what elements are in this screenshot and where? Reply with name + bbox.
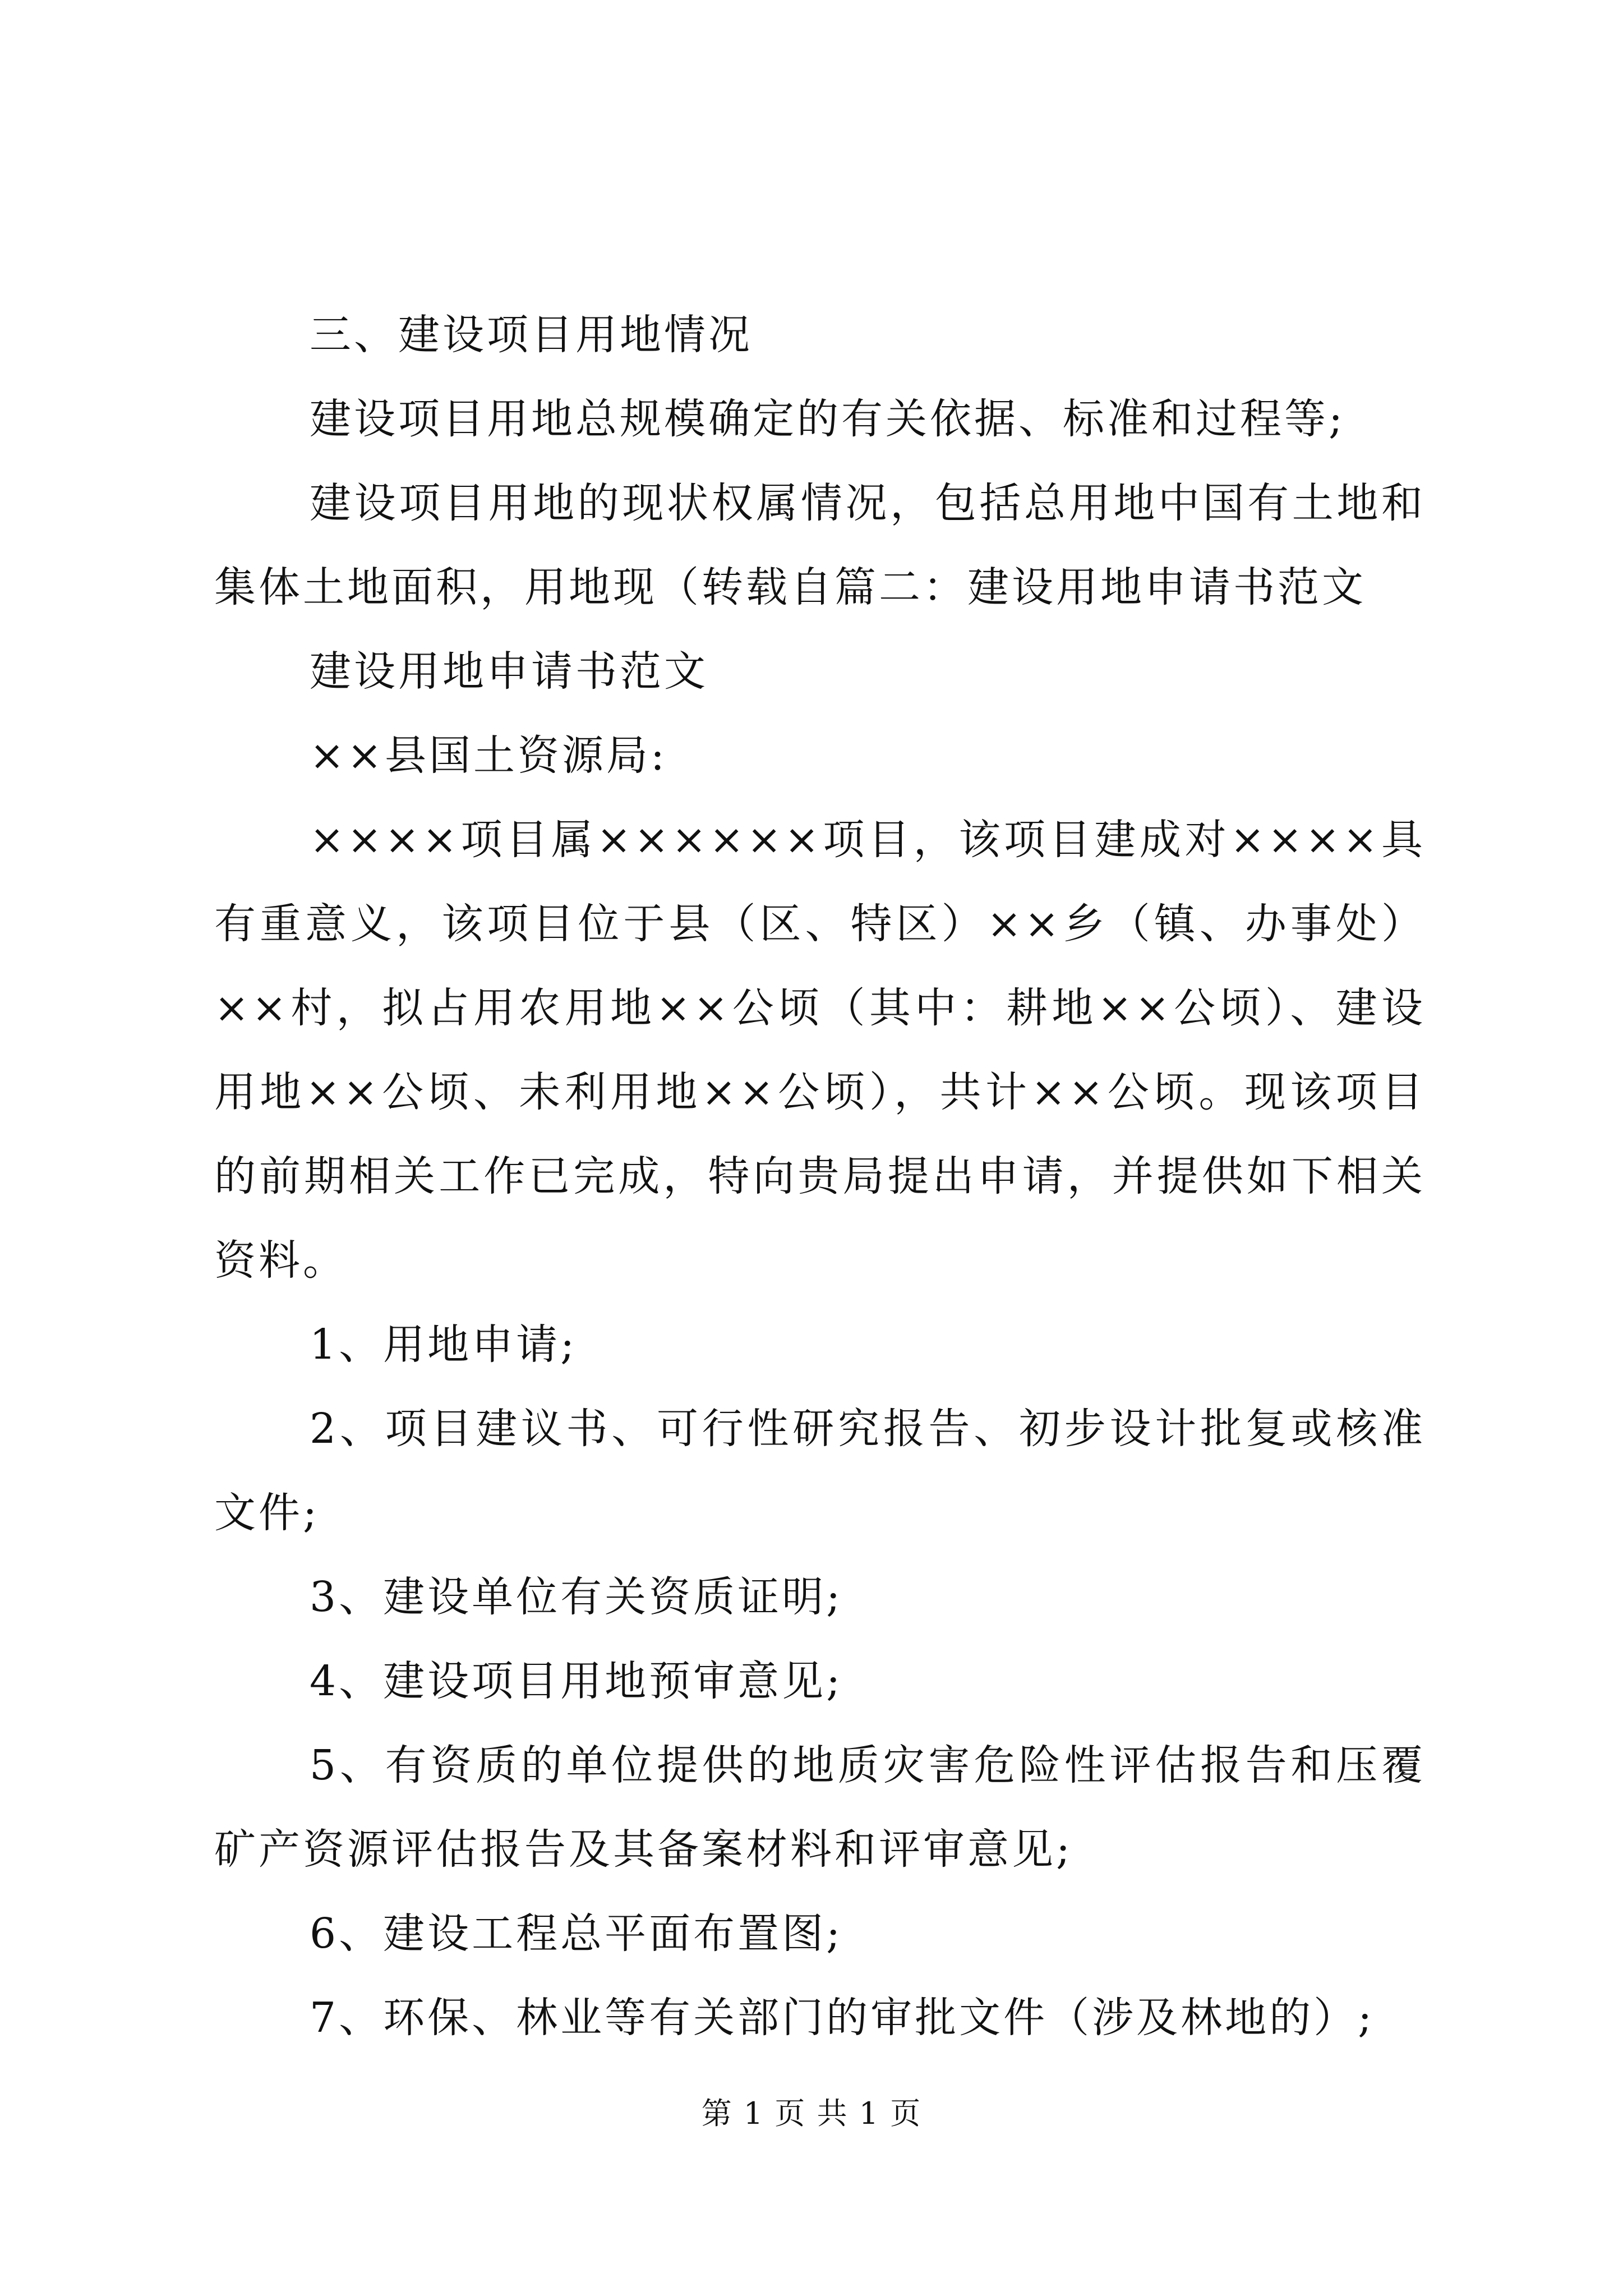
page-number: 第 1 页 共 1 页 <box>701 2096 922 2131</box>
paragraph: 建设项目用地总规模确定的有关依据、标准和过程等; <box>310 395 1345 443</box>
list-item: 1、用地申请; <box>310 1320 578 1369</box>
list-item: 6、建设工程总平面布置图; <box>310 1910 843 1958</box>
list-item: 5、有资质的单位提供的地质灾害危险性评估报告和压覆矿产资源评估报告及其备案材料和评审意见; <box>214 1741 1426 1874</box>
page-footer <box>0 2091 1623 2136</box>
paragraph: 建设项目用地的现状权属情况，包括总用地中国有土地和集体土地面积，用地现（转载自篇二：建设用地申请书范文 <box>214 479 1426 611</box>
section-heading: 三、建设项目用地情况 <box>310 311 753 359</box>
document-title: 建设用地申请书范文 <box>310 647 708 696</box>
paragraph: ××××项目属××××××项目，该项目建成对××××具有重意义，该项目位于县（区、特区）××乡（镇、办事处）××村，拟占用农用地××公顷（其中：耕地××公顷）、建设用地××公顷、未利用地××公顷），共计××公顷。现该项目的前期相关工作已完成，特向贵局提出申请，并提供如下相关资料。 <box>214 816 1426 1285</box>
document-body <box>214 293 1426 2060</box>
recipient-line: ××县国土资源局: <box>310 731 667 780</box>
list-item: 7、环保、林业等有关部门的审批文件（涉及林地的）; <box>310 1994 1375 2042</box>
list-item: 3、建设单位有关资质证明; <box>310 1573 843 1621</box>
list-item: 2、项目建议书、可行性研究报告、初步设计批复或核准文件; <box>214 1405 1426 1537</box>
list-item: 4、建设项目用地预审意见; <box>310 1657 843 1705</box>
